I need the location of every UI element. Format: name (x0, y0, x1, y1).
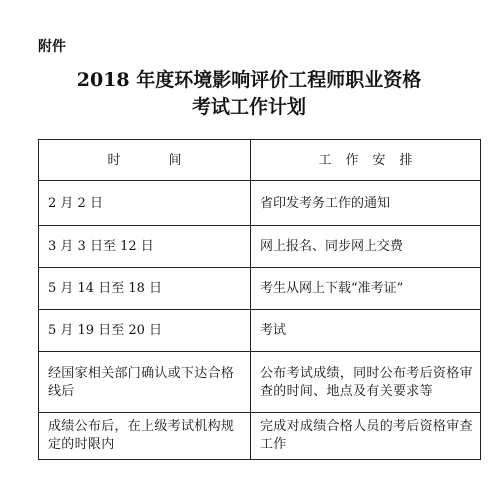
time-cell: 5 月 19 日至 20 日 (39, 310, 251, 352)
work-cell: 省印发考务工作的通知 (251, 181, 481, 226)
header-work-char: 作 (345, 152, 359, 168)
exam-schedule-table (38, 139, 481, 460)
header-time-char: 时 (107, 152, 121, 168)
table-row (39, 226, 481, 268)
table-row (39, 181, 481, 226)
header-work-char: 工 (318, 152, 332, 168)
work-cell: 公布考试成绩，同时公布考后资格审查的时间、地点及有关要求等 (251, 352, 481, 413)
time-cell: 成绩公布后，在上级考试机构规定的时限内 (39, 413, 251, 460)
time-cell: 经国家相关部门确认或下达合格线后 (39, 352, 251, 413)
document-title-line-2: 考试工作计划 (191, 96, 306, 118)
table-row (39, 352, 481, 413)
time-cell: 2 月 2 日 (39, 181, 251, 226)
time-cell: 5 月 14 日至 18 日 (39, 268, 251, 310)
table-row (39, 268, 481, 310)
document-title-line-1: 2018 年度环境影响评价工程师职业资格 (76, 69, 422, 91)
table-header-row (39, 140, 481, 181)
time-cell: 3 月 3 日至 12 日 (39, 226, 251, 268)
table-row (39, 310, 481, 352)
attachment-label: 附件 (38, 39, 66, 55)
header-work-arrangement (251, 140, 481, 181)
work-cell: 考试 (251, 310, 481, 352)
work-cell: 完成对成绩合格人员的考后资格审查工作 (251, 413, 481, 460)
work-cell: 网上报名、同步网上交费 (251, 226, 481, 268)
header-work-char: 排 (399, 152, 413, 168)
work-cell: 考生从网上下载“准考证” (251, 268, 481, 310)
header-time-char: 间 (168, 152, 182, 168)
header-time (39, 140, 251, 181)
header-work-char: 安 (372, 152, 386, 168)
table-row (39, 413, 481, 460)
